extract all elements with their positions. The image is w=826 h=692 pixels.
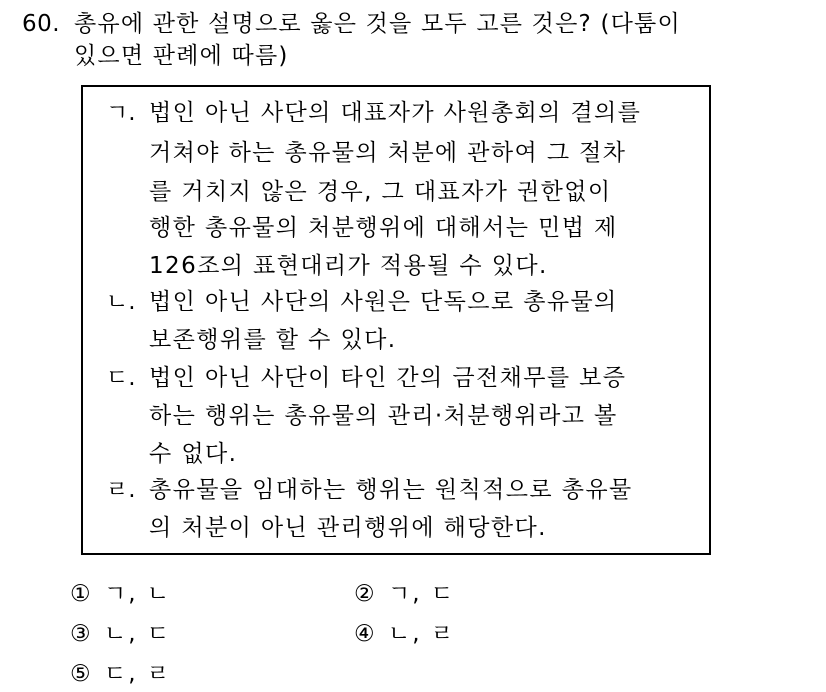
item-text-line: 행한 총유물의 처분행위에 대해서는 민법 제 <box>149 215 618 241</box>
item-text-line: 거쳐야 하는 총유물의 처분에 관하여 그 절차 <box>149 140 627 166</box>
item-text-line: 를 거치지 않은 경우, 그 대표자가 권한없이 <box>149 179 612 205</box>
item-text-line: 126조의 표현대리가 적용될 수 있다. <box>149 253 548 279</box>
choice-number: ④ <box>354 621 377 647</box>
choice-text: ㄴ, ㄷ <box>104 621 172 647</box>
choice-5[interactable] <box>70 658 171 690</box>
item-text-line: 법인 아닌 사단이 타인 간의 금전채무를 보증 <box>149 365 627 391</box>
choice-3[interactable] <box>70 618 171 650</box>
item-text-line: 법인 아닌 사단의 사원은 단독으로 총유물의 <box>149 289 618 315</box>
item-text-line: 의 처분이 아닌 관리행위에 해당한다. <box>149 515 547 541</box>
choice-text: ㄴ, ㄹ <box>388 621 456 647</box>
item-text-line: 하는 행위는 총유물의 관리·처분행위라고 볼 <box>149 403 618 429</box>
item-marker-rieul: ㄹ. <box>106 477 136 503</box>
choice-2[interactable] <box>354 578 455 610</box>
item-text-line: 총유물을 임대하는 행위는 원칙적으로 총유물 <box>149 477 633 503</box>
choice-number: ③ <box>70 621 93 647</box>
choice-text: ㄷ, ㄹ <box>104 661 172 687</box>
choice-1[interactable] <box>70 578 171 610</box>
item-text-line: 법인 아닌 사단의 대표자가 사원총회의 결의를 <box>149 100 642 126</box>
item-marker-giyeok: ㄱ. <box>106 100 136 126</box>
question-stem-line: 총유에 관한 설명으로 옳은 것을 모두 고른 것은? (다툼이 <box>74 11 681 37</box>
item-text-line: 수 없다. <box>149 441 238 467</box>
choice-text: ㄱ, ㄴ <box>104 581 172 607</box>
item-marker-nieun: ㄴ. <box>106 289 136 315</box>
choice-number: ② <box>354 581 377 607</box>
item-text-line: 보존행위를 할 수 있다. <box>149 327 397 353</box>
question-number: 60. <box>22 11 61 37</box>
choice-number: ⑤ <box>70 661 93 687</box>
question-stem-line: 있으면 판례에 따름) <box>74 43 289 69</box>
choice-4[interactable] <box>354 618 455 650</box>
choice-number: ① <box>70 581 93 607</box>
item-marker-digeut: ㄷ. <box>106 365 136 391</box>
choice-text: ㄱ, ㄷ <box>388 581 456 607</box>
